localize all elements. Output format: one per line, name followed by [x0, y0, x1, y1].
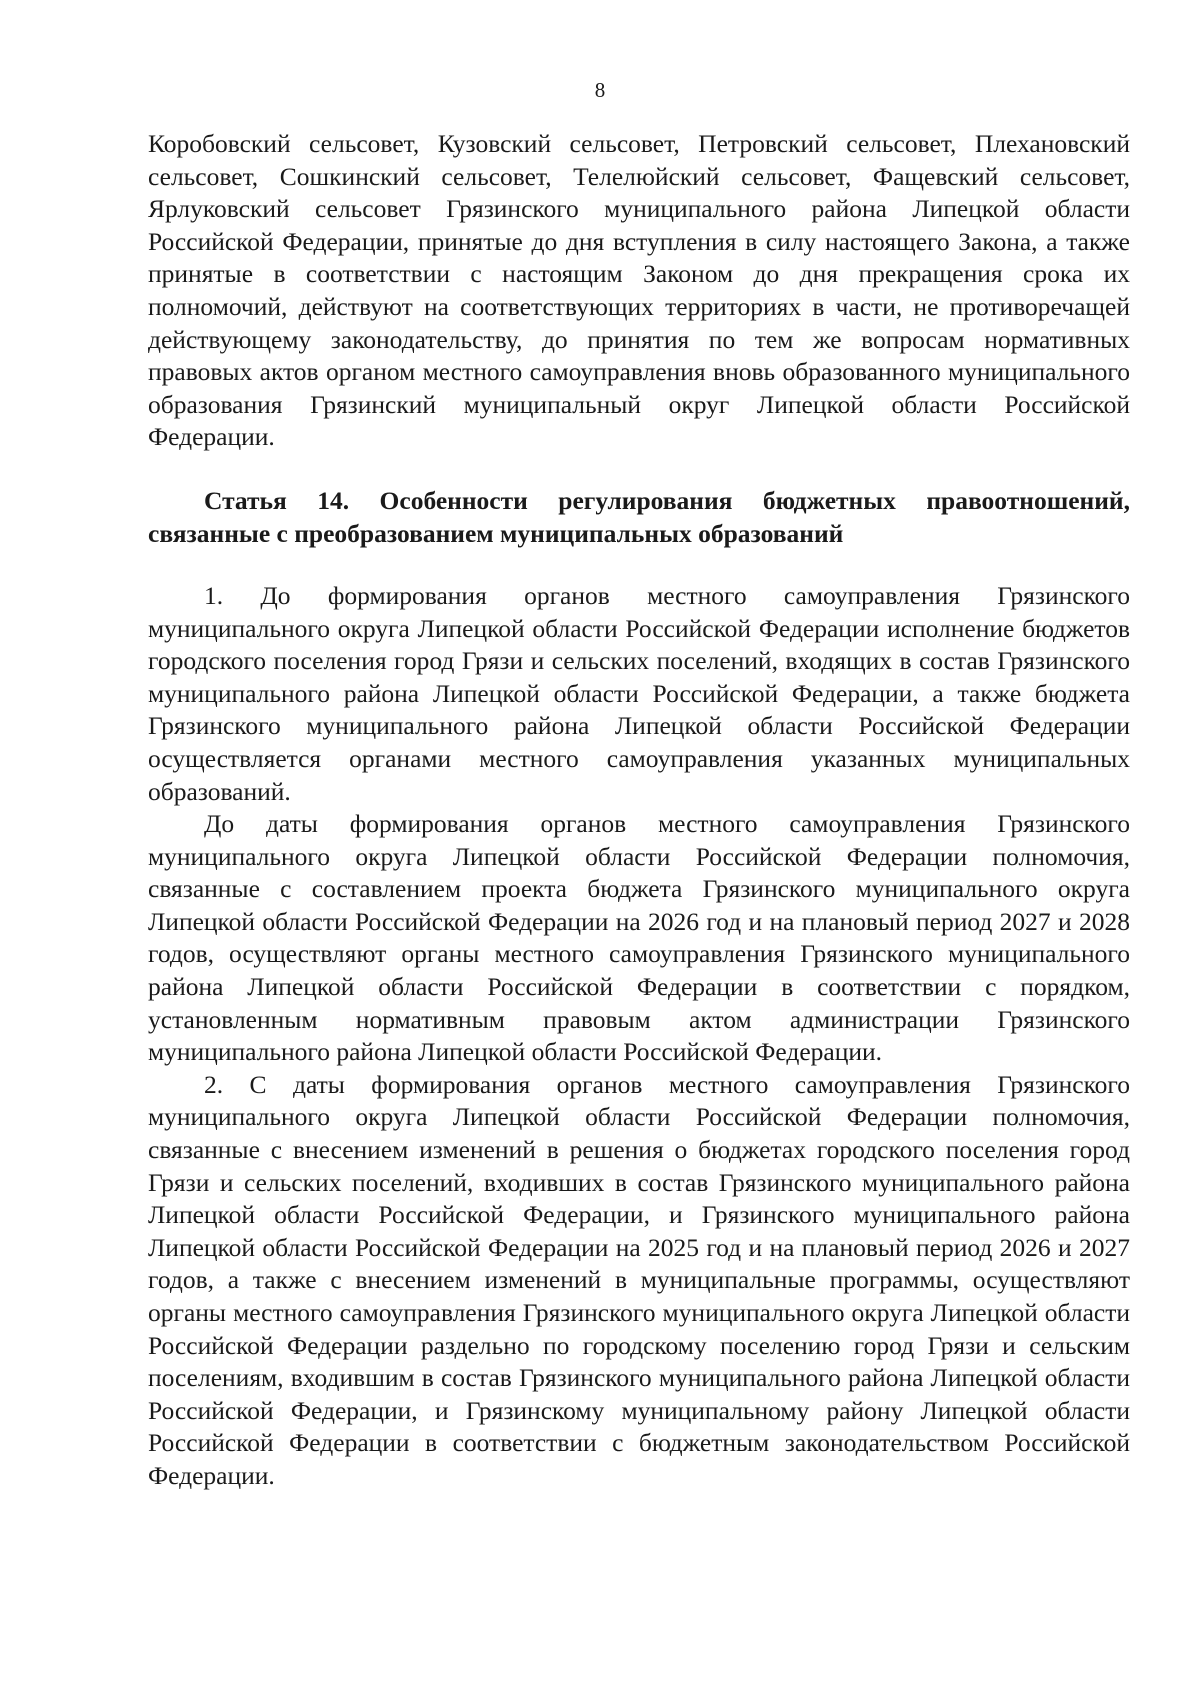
paragraph-1: 1. До формирования органов местного самоуправления Грязинского муниципального округа Липецкой области Российской Федерации исполнение бюджетов городского поселения город Грязи и сельских поселений, входящих в состав Грязинского муниципального района Липецкой области Российской Федерации, а также бюджета Грязинского муниципального района Липецкой области Российской Федерации осуществляется органами местного самоуправления указанных муниципальных образований. — [148, 580, 1130, 806]
page-number: 8 — [594, 78, 606, 102]
paragraph-2: До даты формирования органов местного самоуправления Грязинского муниципального округа Липецкой области Российской Федерации полномочия, связанные с составлением проекта бюджета Грязинского муниципального округа Липецкой области Российской Федерации на 2026 год и на плановый период 2027 и 2028 годов, осуществляют органы местного самоуправления Грязинского муниципального района Липецкой области Российской Федерации в соответствии с порядком, установленным нормативным правовым актом администрации Грязинского муниципального района Липецкой области Российской Федерации. — [148, 809, 1130, 1067]
document-body — [148, 128, 1130, 1493]
article-heading: Статья 14. Особенности регулирования бюджетных правоотношений, связанные с преобразованием муниципальных образований — [148, 485, 1130, 548]
continuation-paragraph: Коробовский сельсовет, Кузовский сельсовет, Петровский сельсовет, Плехановский сельсовет, Сошкинский сельсовет, Телелюйский сельсовет, Фащевский сельсовет, Ярлуковский сельсовет Грязинского муниципального района Липецкой области Российской Федерации, принятые до дня вступления в силу настоящего Закона, а также принятые в соответствии с настоящим Законом до дня прекращения срока их полномочий, действуют на соответствующих территориях в части, не противоречащей действующему законодательству, до принятия по тем же вопросам нормативных правовых актов органом местного самоуправления вновь образованного муниципального образования Грязинский муниципальный округ Липецкой области Российской Федерации. — [148, 129, 1130, 452]
paragraph-3: 2. С даты формирования органов местного самоуправления Грязинского муниципального округа Липецкой области Российской Федерации полномочия, связанные с внесением изменений в решения о бюджетах городского поселения город Грязи и сельских поселений, входивших в состав Грязинского муниципального района Липецкой области Российской Федерации, и Грязинского муниципального района Липецкой области Российской Федерации на 2025 год и на плановый период 2026 и 2027 годов, а также с внесением изменений в муниципальные программы, осуществляют органы местного самоуправления Грязинского муниципального округа Липецкой области Российской Федерации раздельно по городскому поселению город Грязи и сельским поселениям, входившим в состав Грязинского муниципального района Липецкой области Российской Федерации, и Грязинскому муниципальному району Липецкой области Российской Федерации в соответствии с бюджетным законодательством Российской Федерации. — [148, 1069, 1130, 1490]
